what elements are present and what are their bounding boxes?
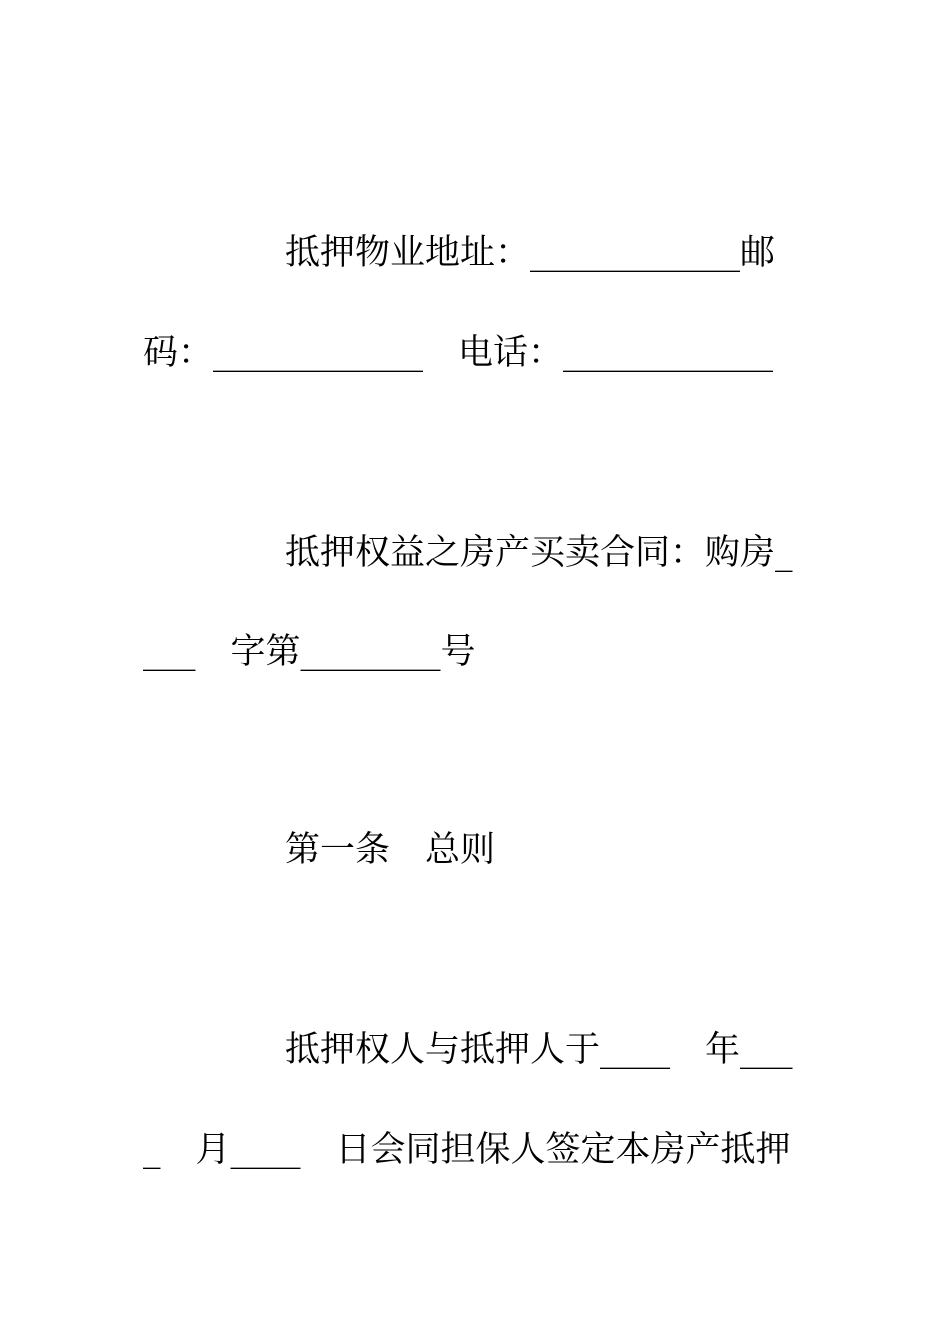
sales-contract-line: 抵押权益之房产买卖合同：购房_ bbox=[285, 533, 793, 573]
agreement-date-continuation-line: _ 月____ 日会同担保人签定本房产抵押 bbox=[143, 1130, 791, 1170]
article-one-heading: 第一条 总则 bbox=[285, 830, 496, 870]
agreement-date-line: 抵押权人与抵押人于____ 年___ bbox=[285, 1030, 793, 1070]
mortgage-property-address-line: 抵押物业地址：____________邮 bbox=[285, 233, 776, 273]
postcode-phone-line: 码：____________ 电话：____________ bbox=[143, 333, 774, 373]
contract-number-line: ___ 字第________号 bbox=[143, 632, 476, 672]
